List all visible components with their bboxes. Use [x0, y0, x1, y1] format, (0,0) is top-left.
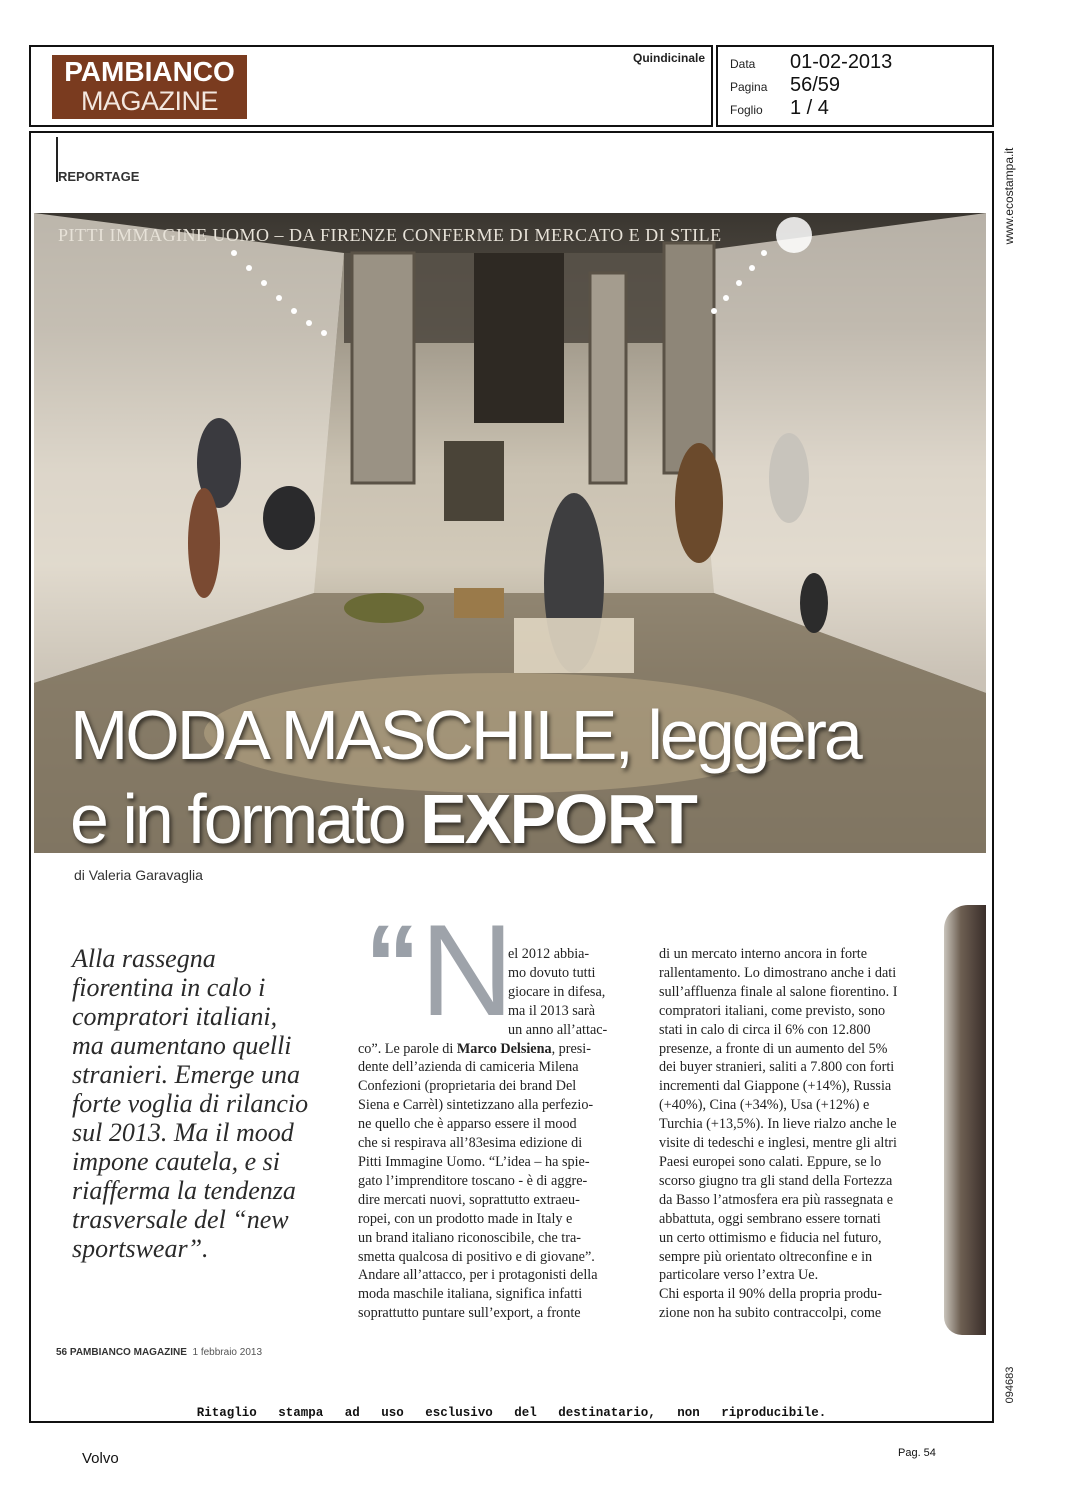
- headline-line-2-bold: EXPORT: [420, 780, 696, 853]
- body-text-line: che si respirava all’83esima edizione di: [358, 1135, 583, 1152]
- side-url: [1000, 145, 1020, 255]
- standfirst-line: sul 2013. Ma il mood: [72, 1118, 294, 1147]
- body-text-line: smetta qualcosa di positivo e di giovane”.: [358, 1248, 595, 1265]
- body-text-line: incrementi dal Giappone (+14%), Russia: [659, 1078, 892, 1095]
- body-text-line: scorso giugno tra gli stand della Fortezza: [659, 1172, 893, 1189]
- body-text-line: dei buyer stranieri, saliti a 7.800 con forti: [659, 1059, 895, 1076]
- body-text-line: Chi esporta il 90% della propria produ-: [659, 1286, 883, 1303]
- body-text-line: soprattutto puntare sull’export, a fronte: [358, 1305, 581, 1322]
- body-text-line: un certo ottimismo e fiducia nel futuro,: [659, 1229, 882, 1246]
- standfirst-line: trasversale del “new: [72, 1205, 289, 1234]
- section-label: REPORTAGE: [58, 169, 140, 184]
- body-text-line: particolare verso l’extra Ue.: [659, 1267, 819, 1284]
- headline-line-2-regular: e in formato: [70, 780, 421, 853]
- drop-cap: N: [420, 897, 510, 1043]
- body-text-line: stati in calo di circa il 6% con 12.800: [659, 1021, 871, 1038]
- body-text-line: dire mercati nuovi, soprattutto extraeu-: [358, 1191, 580, 1208]
- body-text-line: rallentamento. Lo dimostrano anche i dati: [659, 964, 897, 981]
- body-text-line: Pitti Immagine Uomo. “L’idea – ha spie-: [358, 1153, 590, 1170]
- folio-page: 56: [56, 1347, 68, 1358]
- standfirst-line: ma aumentano quelli: [72, 1031, 292, 1060]
- body-text-line: mo dovuto tutti: [508, 964, 596, 981]
- hero-photo: [34, 213, 986, 853]
- body-text-line: visite di tedeschi e inglesi, mentre gli altri: [659, 1135, 897, 1152]
- body-text-line: Andare all’attacco, per i protagonisti della: [358, 1267, 598, 1284]
- folio-date: 1 febbraio 2013: [192, 1347, 263, 1358]
- body-text-line: Siena e Carrèl) sintetizzano alla perfezio-: [358, 1097, 594, 1114]
- client-name: Volvo: [82, 1450, 119, 1467]
- body-text-line: un brand italiano riconoscibile, che tra-: [358, 1229, 581, 1246]
- folio-magazine: PAMBIANCO MAGAZINE: [69, 1347, 187, 1358]
- standfirst-line: impone cautela, e si: [72, 1147, 280, 1176]
- body-text-line: moda maschile italiana, significa infatti: [358, 1286, 583, 1303]
- periodicity: Quindicinale: [632, 51, 705, 65]
- standfirst-line: Alla rassegna: [72, 944, 216, 973]
- body-column-3: [659, 945, 937, 1323]
- byline: di Valeria Garavaglia: [74, 867, 203, 883]
- body-text-line: el 2012 abbia-: [508, 946, 590, 962]
- side-url-text: www.ecostampa.it: [1002, 147, 1016, 245]
- standfirst-line: sportswear”.: [72, 1234, 209, 1263]
- clipping-meta-box: [716, 45, 994, 127]
- meta-page-value: 56/59: [790, 74, 841, 96]
- reproduction-disclaimer: Ritaglio stampa ad uso esclusivo del destinatario, non riproducibile.: [196, 1406, 827, 1420]
- body-text-line: abbattuta, oggi sembrano essere tornati: [659, 1210, 881, 1227]
- body-text-line: Confezioni (proprietaria dei brand Del: [358, 1078, 577, 1095]
- headline-line-1: MODA MASCHILE, leggera: [70, 696, 860, 774]
- body-text-line: dente dell’azienda di camiceria Milena: [358, 1059, 579, 1076]
- meta-date-value: 01-02-2013: [790, 51, 893, 73]
- opening-quote-mark: “: [365, 903, 420, 1026]
- meta-sheet-value: 1 / 4: [790, 97, 829, 119]
- body-text-line: ma il 2013 sarà: [508, 1002, 596, 1019]
- body-text-line: Paesi europei sono calati. Eppure, se lo: [659, 1153, 882, 1170]
- body-text-line: giocare in difesa,: [508, 983, 606, 1000]
- meta-sheet-label: Foglio: [730, 103, 763, 117]
- body-text-line: presenze, a fronte di un aumento del 5%: [659, 1040, 888, 1057]
- body-text-line: (+40%), Cina (+34%), Usa (+12%) e: [659, 1097, 870, 1114]
- body-text-line: sempre più orientato oltreconfine e in: [659, 1248, 873, 1265]
- body-text-line: da Basso l’atmosfera era più rassegnata e: [659, 1191, 893, 1208]
- logo-subtitle: MAGAZINE: [80, 86, 218, 116]
- body-text-line: sull’affluenza finale al salone fiorentino. I: [659, 983, 898, 1000]
- standfirst-line: stranieri. Emerge una: [72, 1060, 300, 1089]
- body-text-line: zione non ha subito contraccolpi, come: [659, 1305, 882, 1322]
- body-column-2: [358, 945, 633, 1323]
- body-text-line: ropei, con un prodotto made in Italy e: [358, 1210, 573, 1227]
- page-number: Pag. 54: [898, 1447, 936, 1459]
- body-text-line: ne quello che è apparso essere il mood: [358, 1116, 577, 1133]
- standfirst-line: riafferma la tendenza: [72, 1176, 296, 1205]
- masthead-box: [29, 45, 713, 127]
- side-code-text: 094683: [1004, 1366, 1016, 1404]
- body-text-line: di un mercato interno ancora in forte: [659, 946, 867, 962]
- side-code: [1000, 1365, 1020, 1410]
- standfirst-line: forte voglia di rilancio: [72, 1089, 309, 1118]
- pambianco-logo: [52, 55, 247, 119]
- meta-date-label: Data: [730, 57, 756, 71]
- folio: [56, 1347, 262, 1358]
- standfirst: [72, 944, 332, 1263]
- meta-page-label: Pagina: [730, 80, 768, 94]
- body-text-line: co”. Le parole di Marco Delsiena, presi-: [358, 1040, 591, 1057]
- logo-title: PAMBIANCO: [64, 56, 235, 87]
- cropped-knitwear-photo: [944, 905, 986, 1335]
- standfirst-line: fiorentina in calo i: [72, 973, 266, 1002]
- standfirst-line: compratori italiani,: [72, 1002, 278, 1031]
- body-text-line: Turchia (+13,5%). In lieve rialzo anche le: [659, 1116, 897, 1133]
- body-text-line: un anno all’attac-: [508, 1021, 608, 1038]
- body-text-line: gato l’imprenditore toscano - è di aggre-: [358, 1172, 588, 1189]
- body-text-line: compratori italiani, come previsto, sono: [659, 1002, 886, 1019]
- headline-line-2: [70, 779, 696, 853]
- photo-kicker: PITTI IMMAGINE UOMO – DA FIRENZE CONFERME DI MERCATO E DI STILE: [58, 225, 722, 245]
